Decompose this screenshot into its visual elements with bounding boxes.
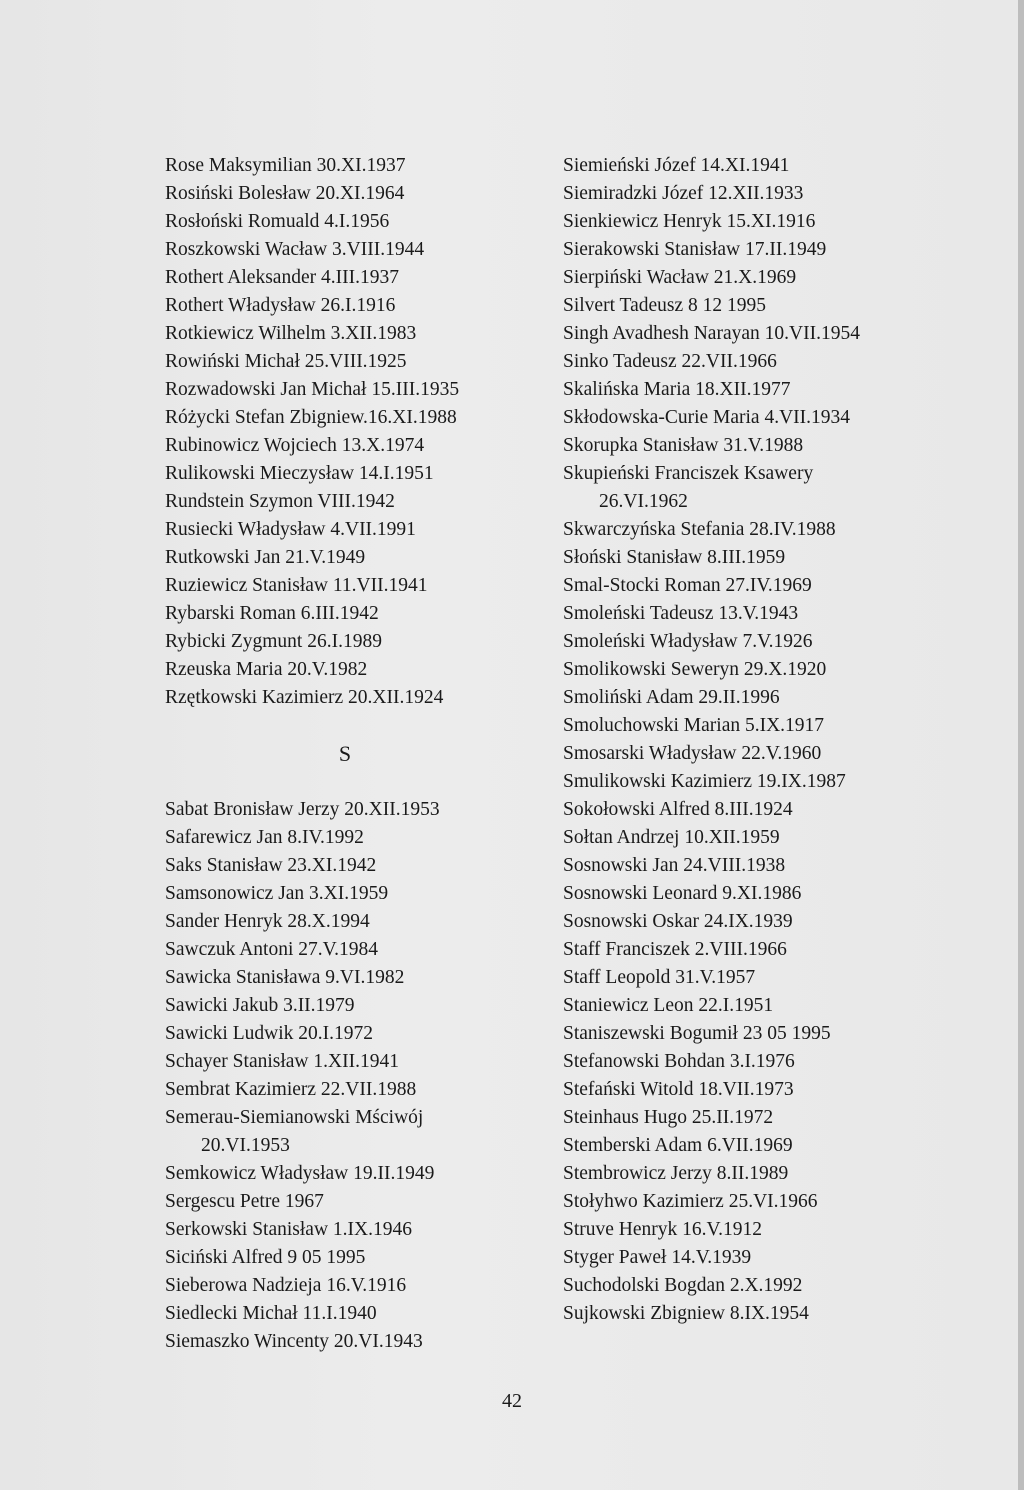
name-entry: Sołtan Andrzej 10.XII.1959 (563, 827, 780, 848)
name-entry: Safarewicz Jan 8.IV.1992 (165, 827, 364, 848)
name-entry: Skłodowska-Curie Maria 4.VII.1934 (563, 407, 851, 428)
name-entry: Staff Franciszek 2.VIII.1966 (563, 939, 787, 960)
name-entry: Staniewicz Leon 22.I.1951 (563, 995, 774, 1016)
name-entry: Styger Paweł 14.V.1939 (563, 1247, 752, 1268)
name-entry: Sinko Tadeusz 22.VII.1966 (563, 351, 777, 372)
name-entry: Rotkiewicz Wilhelm 3.XII.1983 (165, 323, 417, 344)
name-entry: Smal-Stocki Roman 27.IV.1969 (563, 575, 812, 596)
name-entry: Sosnowski Oskar 24.IX.1939 (563, 911, 793, 932)
name-entry: Skwarczyńska Stefania 28.IV.1988 (563, 519, 836, 540)
name-entry: Siedlecki Michał 11.I.1940 (165, 1303, 377, 1324)
entry-continuation: 20.VI.1953 (201, 1135, 290, 1156)
name-entry: Rowiński Michał 25.VIII.1925 (165, 351, 407, 372)
page-edge (1018, 0, 1024, 1490)
name-entry: Rundstein Szymon VIII.1942 (165, 491, 395, 512)
name-entry: Rosłoński Romuald 4.I.1956 (165, 211, 390, 232)
right-column-entries (563, 152, 943, 1328)
name-entry: Skupieński Franciszek Ksawery (563, 463, 814, 484)
name-entry: Sawicka Stanisława 9.VI.1982 (165, 967, 405, 988)
name-entry: Silvert Tadeusz 8 12 1995 (563, 295, 766, 316)
name-entry: Staff Leopold 31.V.1957 (563, 967, 756, 988)
name-entry: Sergescu Petre 1967 (165, 1191, 324, 1212)
name-entry: Skalińska Maria 18.XII.1977 (563, 379, 791, 400)
left-column (165, 152, 525, 1356)
name-entry: Skorupka Stanisław 31.V.1988 (563, 435, 804, 456)
name-entry: Smoleński Władysław 7.V.1926 (563, 631, 813, 652)
name-entry: Rose Maksymilian 30.XI.1937 (165, 155, 406, 176)
name-entry: Sosnowski Leonard 9.XI.1986 (563, 883, 802, 904)
name-entry: Rothert Aleksander 4.III.1937 (165, 267, 399, 288)
name-entry: Rzętkowski Kazimierz 20.XII.1924 (165, 687, 444, 708)
name-entry: Semerau-Siemianowski Mściwój (165, 1107, 424, 1128)
name-entry: Rybarski Roman 6.III.1942 (165, 603, 379, 624)
left-column-r-entries (165, 152, 525, 712)
section-letter: S (338, 741, 352, 766)
name-entry: Rutkowski Jan 21.V.1949 (165, 547, 366, 568)
name-entry: Ruziewicz Stanisław 11.VII.1941 (165, 575, 428, 596)
name-entry: Sawczuk Antoni 27.V.1984 (165, 939, 379, 960)
name-entry: Sawicki Jakub 3.II.1979 (165, 995, 355, 1016)
name-entry: Serkowski Stanisław 1.IX.1946 (165, 1219, 412, 1240)
name-entry: Stefański Witold 18.VII.1973 (563, 1079, 794, 1100)
name-entry: Smolikowski Seweryn 29.X.1920 (563, 659, 827, 680)
left-column-s-entries (165, 796, 525, 1356)
name-entry: Smosarski Władysław 22.V.1960 (563, 743, 822, 764)
name-entry: Różycki Stefan Zbigniew.16.XI.1988 (165, 407, 457, 428)
page-number: 42 (502, 1390, 522, 1412)
name-entry: Rosiński Bolesław 20.XI.1964 (165, 183, 405, 204)
name-entry: Schayer Stanisław 1.XII.1941 (165, 1051, 399, 1072)
name-entry: Staniszewski Bogumił 23 05 1995 (563, 1023, 831, 1044)
entry-continuation: 26.VI.1962 (599, 491, 688, 512)
name-entry: Saks Stanisław 23.XI.1942 (165, 855, 377, 876)
name-entry: Smulikowski Kazimierz 19.IX.1987 (563, 771, 846, 792)
name-entry: Sujkowski Zbigniew 8.IX.1954 (563, 1303, 809, 1324)
name-entry: Smoliński Adam 29.II.1996 (563, 687, 780, 708)
name-entry: Rzeuska Maria 20.V.1982 (165, 659, 368, 680)
name-entry: Siemieński Józef 14.XI.1941 (563, 155, 790, 176)
section-gap (165, 768, 525, 796)
name-entry: Struve Henryk 16.V.1912 (563, 1219, 762, 1240)
name-entry: Suchodolski Bogdan 2.X.1992 (563, 1275, 803, 1296)
name-entry: Stembrowicz Jerzy 8.II.1989 (563, 1163, 789, 1184)
name-entry: Siemiradzki Józef 12.XII.1933 (563, 183, 804, 204)
name-entry: Sawicki Ludwik 20.I.1972 (165, 1023, 373, 1044)
name-entry: Stefanowski Bohdan 3.I.1976 (563, 1051, 795, 1072)
name-entry: Sierpiński Wacław 21.X.1969 (563, 267, 797, 288)
name-entry: Siemaszko Wincenty 20.VI.1943 (165, 1331, 423, 1352)
name-entry: Steinhaus Hugo 25.II.1972 (563, 1107, 774, 1128)
name-entry: Sander Henryk 28.X.1994 (165, 911, 370, 932)
name-entry: Rusiecki Władysław 4.VII.1991 (165, 519, 416, 540)
name-entry: Samsonowicz Jan 3.XI.1959 (165, 883, 389, 904)
name-entry: Semkowicz Władysław 19.II.1949 (165, 1163, 435, 1184)
name-entry: Smoluchowski Marian 5.IX.1917 (563, 715, 825, 736)
name-entry: Rubinowicz Wojciech 13.X.1974 (165, 435, 425, 456)
name-entry: Sabat Bronisław Jerzy 20.XII.1953 (165, 799, 440, 820)
name-entry: Siciński Alfred 9 05 1995 (165, 1247, 366, 1268)
name-entry: Sembrat Kazimierz 22.VII.1988 (165, 1079, 417, 1100)
name-entry: Słoński Stanisław 8.III.1959 (563, 547, 786, 568)
name-entry: Rulikowski Mieczysław 14.I.1951 (165, 463, 434, 484)
name-entry: Rozwadowski Jan Michał 15.III.1935 (165, 379, 460, 400)
name-entry: Sokołowski Alfred 8.III.1924 (563, 799, 793, 820)
name-entry: Rybicki Zygmunt 26.I.1989 (165, 631, 382, 652)
name-entry: Sieberowa Nadzieja 16.V.1916 (165, 1275, 407, 1296)
name-entry: Roszkowski Wacław 3.VIII.1944 (165, 239, 425, 260)
name-entry: Rothert Władysław 26.I.1916 (165, 295, 396, 316)
name-entry: Smoleński Tadeusz 13.V.1943 (563, 603, 799, 624)
name-entry: Sierakowski Stanisław 17.II.1949 (563, 239, 827, 260)
name-entry: Singh Avadhesh Narayan 10.VII.1954 (563, 323, 860, 344)
name-entry: Sienkiewicz Henryk 15.XI.1916 (563, 211, 816, 232)
name-entry: Sosnowski Jan 24.VIII.1938 (563, 855, 786, 876)
name-entry: Stołyhwo Kazimierz 25.VI.1966 (563, 1191, 818, 1212)
name-entry: Stemberski Adam 6.VII.1969 (563, 1135, 793, 1156)
right-column (563, 152, 943, 1328)
